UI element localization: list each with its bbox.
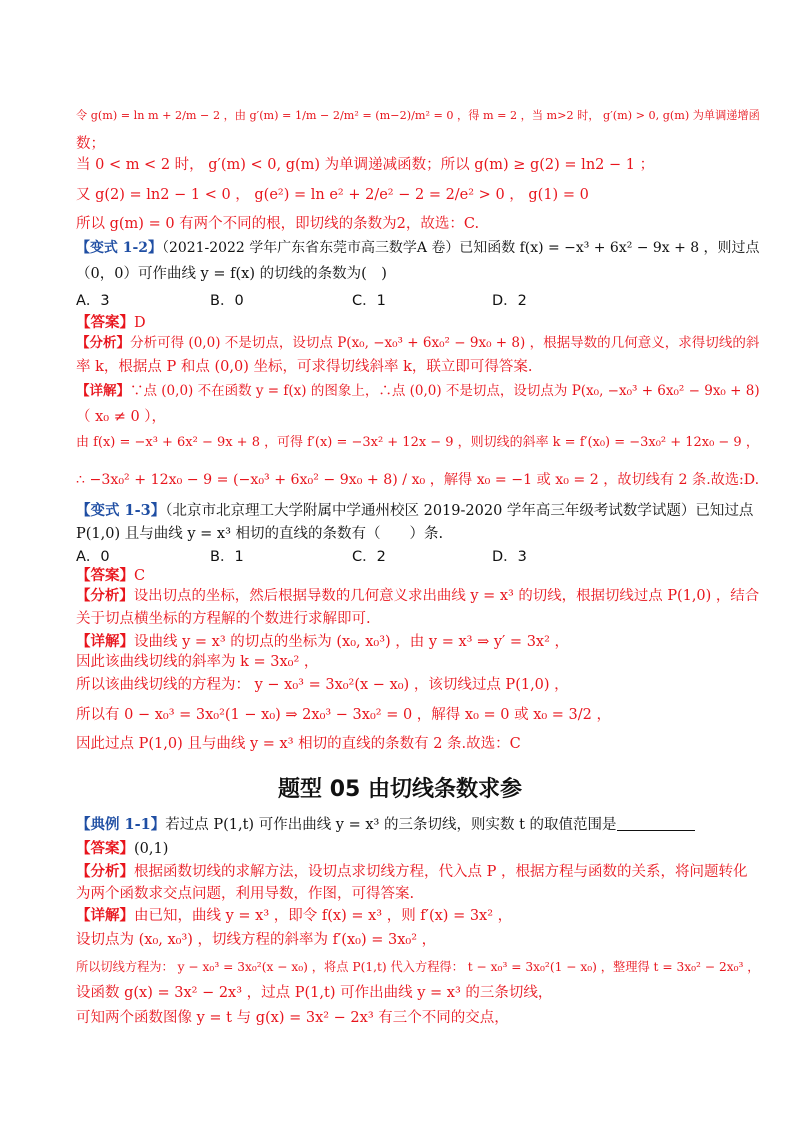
option-c: C．1 bbox=[352, 293, 386, 309]
question-text: （2021-2022 学年广东省东莞市高三数学A 卷）已知函数 f(x) = −x³ + 6x² − 9x + 8 ，则过点 bbox=[161, 240, 760, 256]
question-stem-cont: （0，0）可作曲线 y = f(x) 的切线的条数为( ) bbox=[76, 266, 387, 282]
analysis-tag: 【分析】 bbox=[76, 587, 134, 604]
answer-tag: 【答案】 bbox=[76, 840, 134, 857]
detail-line: 可知两个函数图像 y = t 与 g(x) = 3x² − 2x³ 有三个不同的交点， bbox=[76, 1010, 509, 1026]
analysis-line: 为两个函数求交点问题，利用导数，作图，可得答案. bbox=[76, 886, 415, 902]
detail-text: ∵点 (0,0) 不在函数 y = f(x) 的图象上，∴点 (0,0) 不是切点，设切点为 P(x₀, −x₀³ + 6x₀² − 9x₀ + 8) bbox=[130, 383, 760, 399]
question-tag: 【典例 1-1】 bbox=[76, 816, 166, 833]
analysis-line bbox=[76, 862, 747, 882]
option-b: B．1 bbox=[210, 549, 244, 565]
detail-text: 设曲线 y = x³ 的切点的坐标为 (x₀, x₀³) ，由 y = x³ ⇒ y′ = 3x² ， bbox=[134, 634, 570, 650]
detail-line bbox=[76, 632, 569, 652]
text-line: 令 g(m) = ln m + 2/m − 2 ，由 g′(m) = 1/m − 2/m² = (m−2)/m² = 0 ，得 m = 2 ，当 m>2 时， g′(m) > 0, g(m) 为单调递增函 bbox=[76, 109, 760, 122]
question-text: （北京市北京理工大学附属中学通州校区 2019-2020 学年高三年级考试数学试题）已知过点 bbox=[165, 503, 754, 519]
detail-line: ∴ −3x₀² + 12x₀ − 9 = (−x₀³ + 6x₀² − 9x₀ + 8) / x₀ ，解得 x₀ = −1 或 x₀ = 2 ，故切线有 2 条.故选:D. bbox=[76, 472, 760, 488]
detail-line: 因此该曲线切线的斜率为 k = 3x₀² ， bbox=[76, 654, 319, 670]
question-tag: 【变式 1-2】 bbox=[76, 240, 162, 256]
analysis-tag: 【分析】 bbox=[76, 335, 131, 351]
option-d: D．2 bbox=[492, 293, 527, 309]
text-line: 又 g(2) = ln2 − 1 < 0 ， g(e²) = ln e² + 2/e² − 2 = 2/e² > 0 ， g(1) = 0 bbox=[76, 187, 589, 203]
analysis-text: 分析可得 (0,0) 不是切点，设切点 P(x₀, −x₀³ + 6x₀² − 9x₀ + 8) ，根据导数的几何意义，求得切线的斜 bbox=[130, 335, 760, 351]
section-heading: 题型 05 由切线条数求参 bbox=[278, 777, 522, 802]
analysis-text: 根据函数切线的求解方法，设切点求切线方程，代入点 P ，根据方程与函数的关系，将问题转化 bbox=[134, 864, 748, 880]
answer-line bbox=[76, 566, 145, 586]
analysis-tag: 【分析】 bbox=[76, 863, 134, 880]
analysis-line: 率 k，根据点 P 和点 (0,0) 坐标，可求得切线斜率 k，联立即可得答案. bbox=[76, 359, 533, 375]
answer-tag: 【答案】 bbox=[76, 314, 134, 331]
answer-line bbox=[76, 313, 146, 333]
detail-tag: 【详解】 bbox=[76, 907, 134, 924]
analysis-line: 关于切点横坐标的方程解的个数进行求解即可. bbox=[76, 611, 371, 627]
detail-line: 因此过点 P(1,0) 且与曲线 y = x³ 相切的直线的条数有 2 条.故选：C bbox=[76, 736, 521, 752]
option-a: A．3 bbox=[76, 293, 110, 309]
analysis-line bbox=[76, 586, 759, 606]
answer-value: C bbox=[134, 568, 146, 584]
detail-line: 由 f(x) = −x³ + 6x² − 9x + 8 ，可得 f′(x) = −3x² + 12x − 9 ，则切线的斜率 k = f′(x₀) = −3x₀² + 12x₀ − 9 ， bbox=[76, 435, 759, 450]
detail-line bbox=[76, 906, 512, 926]
option-c: C．2 bbox=[352, 549, 386, 565]
text-line: 数； bbox=[76, 136, 105, 152]
detail-line: 所以该曲线切线的方程为： y − x₀³ = 3x₀²(x − x₀) ，该切线过点 P(1,0) ， bbox=[76, 677, 569, 693]
detail-line: 设切点为 (x₀, x₀³) ，切线方程的斜率为 f′(x₀) = 3x₀² ， bbox=[76, 932, 437, 948]
detail-tag: 【详解】 bbox=[76, 383, 130, 399]
question-stem bbox=[76, 238, 759, 258]
detail-line bbox=[76, 381, 760, 401]
question-stem bbox=[76, 815, 695, 835]
answer-line bbox=[76, 839, 168, 859]
text-line: 所以 g(m) = 0 有两个不同的根，即切线的条数为2，故选：C. bbox=[76, 216, 480, 232]
answer-tag: 【答案】 bbox=[76, 567, 134, 584]
answer-blank bbox=[617, 816, 695, 831]
detail-line: 设函数 g(x) = 3x² − 2x³ ，过点 P(1,t) 可作出曲线 y = x³ 的三条切线， bbox=[76, 985, 553, 1001]
analysis-text: 设出切点的坐标，然后根据导数的几何意义求出曲线 y = x³ 的切线，根据切线过点 P(1,0) ，结合 bbox=[133, 588, 760, 604]
detail-line: （ x₀ ≠ 0 ）， bbox=[76, 409, 167, 425]
answer-value: (0,1) bbox=[134, 841, 169, 857]
question-tag: 【变式 1-3】 bbox=[76, 502, 166, 519]
detail-text: 由已知，曲线 y = x³ ，即令 f(x) = x³ ，则 f′(x) = 3x² ， bbox=[134, 908, 513, 924]
detail-tag: 【详解】 bbox=[76, 633, 134, 650]
analysis-line bbox=[76, 333, 759, 353]
text-line: 当 0 < m < 2 时， g′(m) < 0, g(m) 为单调递减函数；所以 g(m) ≥ g(2) = ln2 − 1 ； bbox=[76, 157, 655, 173]
option-a: A．0 bbox=[76, 549, 110, 565]
question-stem-cont: P(1,0) 且与曲线 y = x³ 相切的直线的条数有（ ）条. bbox=[76, 526, 444, 542]
detail-line: 所以切线方程为： y − x₀³ = 3x₀²(x − x₀) ，将点 P(1,t) 代入方程得： t − x₀³ = 3x₀²(1 − x₀) ，整理得 t = 3x₀² − 2x₀³ ， bbox=[76, 960, 760, 974]
question-stem bbox=[76, 501, 753, 521]
question-text: 若过点 P(1,t) 可作出曲线 y = x³ 的三条切线，则实数 t 的取值范围是 bbox=[165, 817, 617, 833]
answer-value: D bbox=[134, 315, 146, 331]
option-d: D．3 bbox=[492, 549, 527, 565]
detail-line: 所以有 0 − x₀³ = 3x₀²(1 − x₀) ⇒ 2x₀³ − 3x₀² = 0 ，解得 x₀ = 0 或 x₀ = 3/2 ， bbox=[76, 707, 612, 723]
option-b: B．0 bbox=[210, 293, 244, 309]
